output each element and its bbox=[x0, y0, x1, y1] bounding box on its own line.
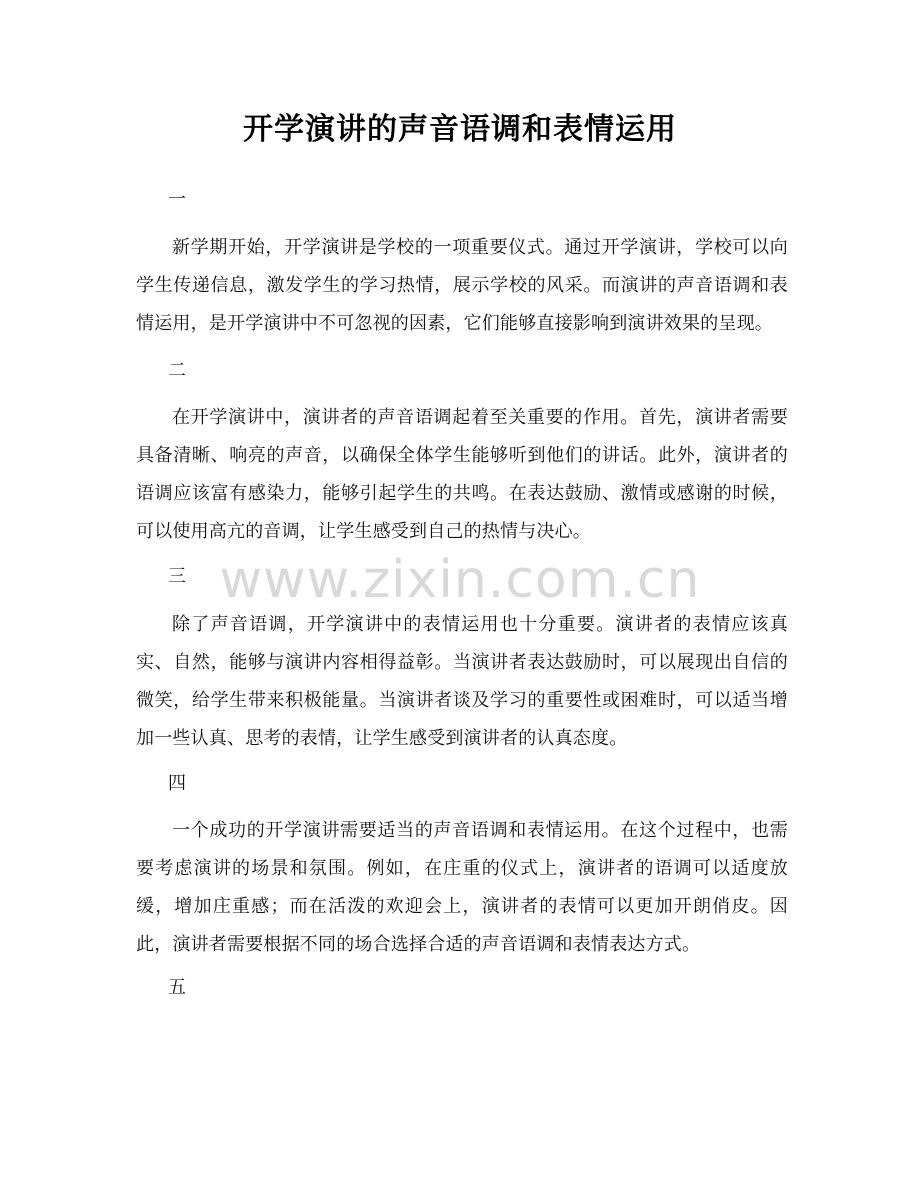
section-number-4: 四 bbox=[168, 773, 186, 794]
section-number-2: 二 bbox=[168, 360, 186, 381]
section-paragraph-3: 除了声音语调，开学演讲中的表情运用也十分重要。演讲者的表情应该真实、自然，能够与演讲内容相得益彰。当演讲者表达鼓励时，可以展现出自信的微笑，给学生带来积极能量。当演讲者谈及学习的重要性或困难时，可以适当增加一些认真、思考的表情，让学生感受到演讲者的认真态度。 bbox=[136, 614, 788, 749]
section-paragraph-4: 一个成功的开学演讲需要适当的声音语调和表情运用。在这个过程中，也需要考虑演讲的场景和氛围。例如，在庄重的仪式上，演讲者的语调可以适度放缓，增加庄重感；而在活泼的欢迎会上，演讲者的表情可以更加开朗俏皮。因此，演讲者需要根据不同的场合选择合适的声音语调和表情表达方式。 bbox=[136, 820, 788, 955]
section-paragraph-1: 新学期开始，开学演讲是学校的一项重要仪式。通过开学演讲，学校可以向学生传递信息，激发学生的学习热情，展示学校的风采。而演讲的声音语调和表情运用，是开学演讲中不可忽视的因素，它们能够直接影响到演讲效果的呈现。 bbox=[136, 237, 788, 334]
section-paragraph-2: 在开学演讲中，演讲者的声音语调起着至关重要的作用。首先，演讲者需要具备清晰、响亮的声音，以确保全体学生能够听到他们的讲话。此外，演讲者的语调应该富有感染力，能够引起学生的共鸣。在表达鼓励、激情或感谢的时候，可以使用高亢的音调，让学生感受到自己的热情与决心。 bbox=[136, 407, 788, 542]
section-number-5: 五 bbox=[168, 977, 186, 998]
document-title: 开学演讲的声音语调和表情运用 bbox=[243, 112, 677, 147]
section-number-3: 三 bbox=[168, 566, 186, 587]
watermark: www.zixin.com.cn bbox=[219, 550, 701, 610]
section-number-1: 一 bbox=[168, 189, 186, 210]
